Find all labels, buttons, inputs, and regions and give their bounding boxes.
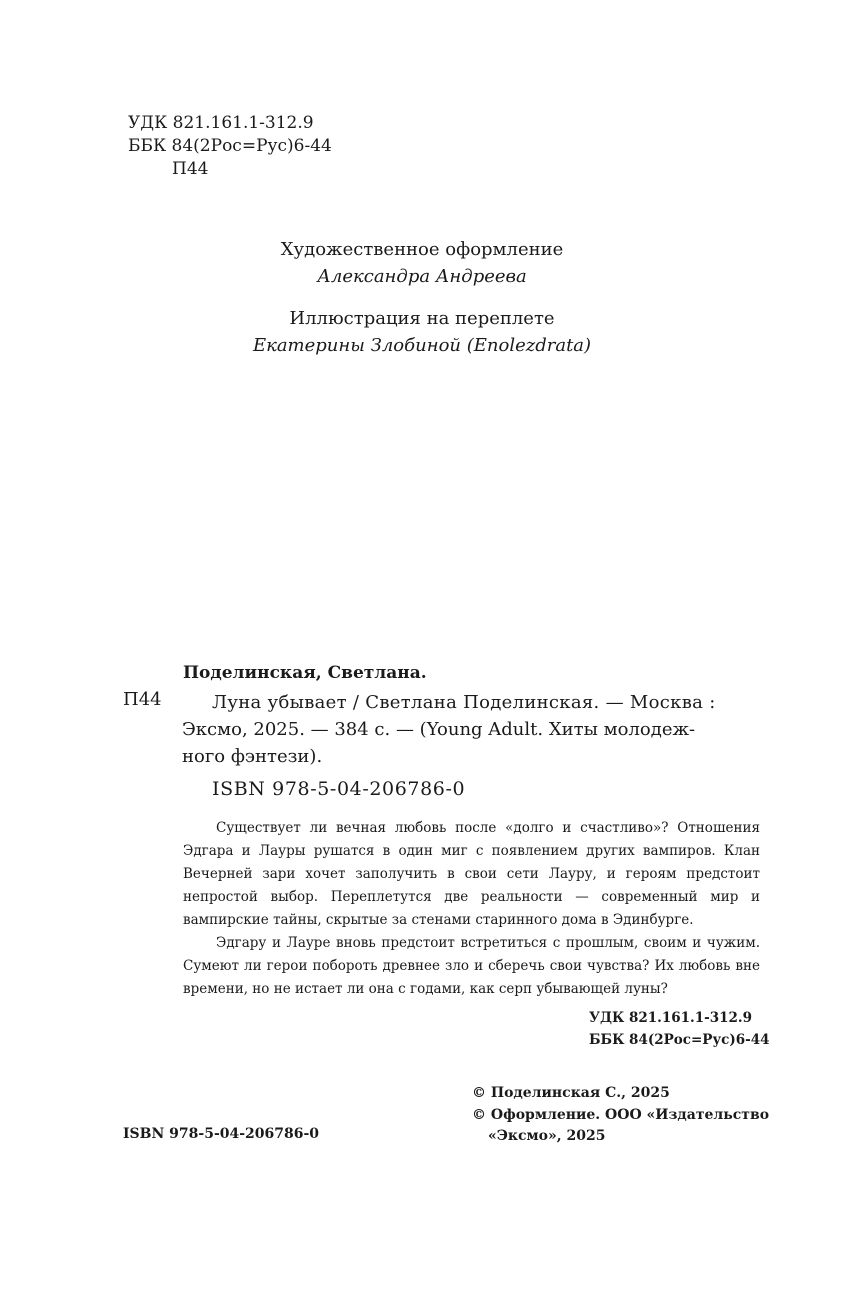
- illustration-credit-title: Иллюстрация на переплете: [289, 308, 555, 329]
- author-heading: Поделинская, Светлана.: [183, 663, 427, 683]
- bottom-bbk: ББК 84(2Рос=Рус)6-44: [589, 1032, 770, 1048]
- annotation-paragraph-1: Существует ли вечная любовь после «долго и счастливо»? Отношения Эдгара и Лауры рушатся в один миг с появлением других вампиров. Клан Вечерней зари хочет заполучить в свои сети Лауру, и героям предстоит непростой выбор. Переплетутся две реальности — современный мир и вампирские тайны, скрытые за стенами старинного дома в Эдинбурге.: [183, 820, 760, 928]
- bottom-udk: УДК 821.161.1-312.9: [589, 1010, 752, 1026]
- udk-code: УДК 821.161.1-312.9: [128, 113, 314, 133]
- copyright-block: [472, 1083, 769, 1148]
- isbn-main: ISBN 978-5-04-206786-0: [212, 778, 466, 800]
- illustration-credit: [0, 305, 844, 359]
- bottom-classification: [589, 1007, 770, 1051]
- design-credit: [0, 236, 844, 290]
- classification-block: [128, 112, 332, 181]
- annotation: [183, 817, 760, 1001]
- bib-line-3: ного фэнтези).: [182, 746, 323, 767]
- copyright-design: © Оформление. ООО «Издательство: [472, 1106, 770, 1123]
- design-credit-person: Александра Андреева: [317, 266, 527, 287]
- bibliographic-description: [182, 689, 760, 770]
- catalog-code: П44: [123, 689, 162, 710]
- copyright-publisher: «Эксмо», 2025: [488, 1128, 606, 1144]
- author-mark: П44: [172, 159, 209, 179]
- bib-line-1: Луна убывает / Светлана Поделинская. — Москва :: [212, 692, 716, 713]
- illustration-credit-person: Екатерины Злобиной (Enolezdrata): [252, 335, 592, 356]
- annotation-paragraph-2: Эдгару и Лауре вновь предстоит встретиться с прошлым, своим и чужим. Сумеют ли герои побороть древнее зло и сберечь свои чувства? Их любовь вне времени, но не истает ли она с годами, как серп убывающей луны?: [183, 935, 760, 997]
- design-credit-title: Художественное оформление: [280, 239, 564, 260]
- isbn-bottom: ISBN 978-5-04-206786-0: [123, 1126, 320, 1142]
- bib-line-2: Эксмо, 2025. — 384 с. — (Young Adult. Хиты молодеж-: [182, 719, 696, 740]
- bbk-code: ББК 84(2Рос=Рус)6-44: [128, 136, 332, 156]
- copyright-author: © Поделинская С., 2025: [472, 1085, 670, 1101]
